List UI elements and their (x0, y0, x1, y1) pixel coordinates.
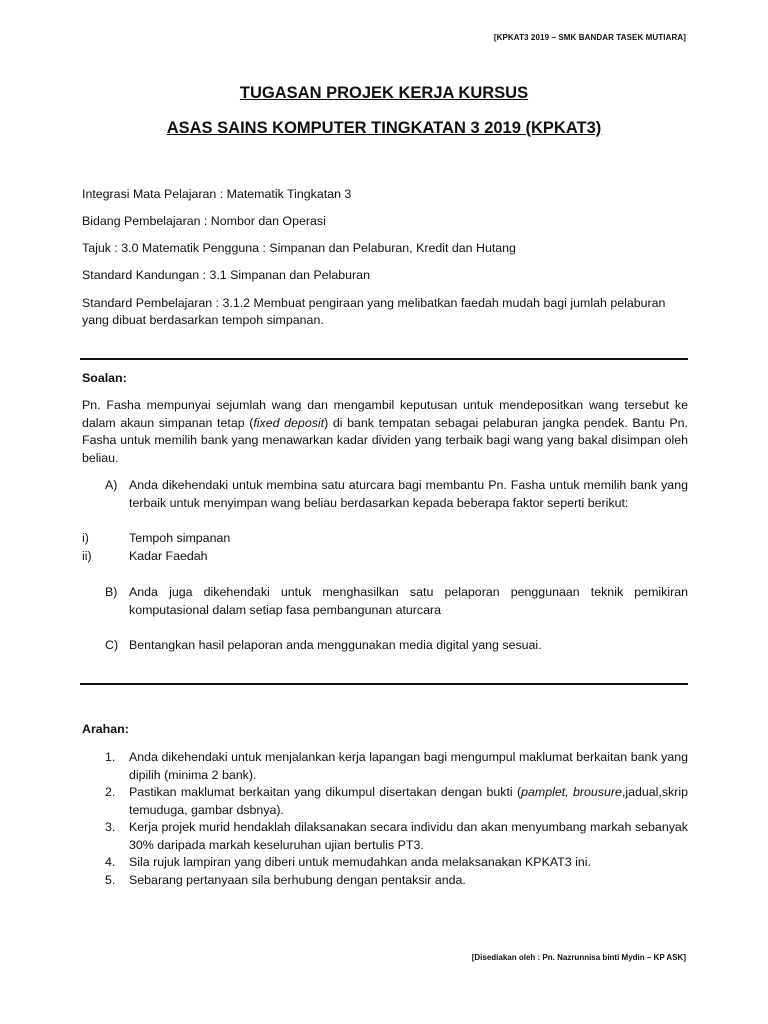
list-item (82, 872, 688, 890)
factor-ii-text: Kadar Faedah (129, 549, 208, 563)
factor-i-text: Tempoh simpanan (129, 531, 231, 545)
divider-top (80, 358, 688, 360)
factor-ii (82, 548, 688, 566)
list-item (82, 854, 688, 872)
meta-tajuk: Tajuk : 3.0 Matematik Pengguna : Simpanan dan Pelaburan, Kredit dan Hutang (82, 241, 516, 255)
soalan-item-a (82, 477, 688, 512)
divider-bottom (80, 683, 688, 685)
list-text: Pastikan maklumat berkaitan yang dikumpul disertakan dengan bukti (pamplet, brousure,jadual,skrip temuduga, gambar dsbnya). (129, 785, 688, 817)
meta-standard-pembelajaran: Standard Pembelajaran : 3.1.2 Membuat pengiraan yang melibatkan faedah mudah bagi jumlah pelaburan yang dibuat berdasarkan tempoh simpanan. (82, 296, 666, 327)
meta-bidang: Bidang Pembelajaran : Nombor dan Operasi (82, 214, 326, 228)
list-item (82, 819, 688, 854)
item-b-marker: B) (105, 585, 118, 599)
footer-note: [Disediakan oleh : Pn. Nazrunnisa binti Mydin – KP ASK] (471, 953, 686, 962)
item-c-marker: C) (105, 638, 119, 652)
soalan-item-c (82, 637, 688, 655)
list-number: 5. (105, 872, 116, 887)
soalan-label: Soalan: (82, 371, 127, 385)
item-a-text: Anda dikehendaki untuk membina satu aturcara bagi membantu Pn. Fasha untuk memilih bank yang terbaik untuk menyimpan wang beliau berdasarkan kepada beberapa faktor seperti berikut: (129, 478, 688, 510)
list-number: 3. (105, 820, 116, 834)
list-text: Anda dikehendaki untuk menjalankan kerja lapangan bagi mengumpul maklumat berkaitan bank yang dipilih (minima 2 bank). (129, 750, 688, 782)
list-text: Sebarang pertanyaan sila berhubung dengan pentaksir anda. (129, 872, 466, 887)
list-item (82, 784, 688, 819)
list-item (82, 749, 688, 784)
list-text: Sila rujuk lampiran yang diberi untuk memudahkan anda melaksanakan KPKAT3 ini. (129, 855, 591, 869)
arahan-label: Arahan: (82, 722, 129, 736)
document-title: TUGASAN PROJEK KERJA KURSUS (239, 84, 529, 102)
list-number: 2. (105, 785, 116, 799)
item-a-marker: A) (105, 478, 118, 492)
header-note: [KPKAT3 2019 – SMK BANDAR TASEK MUTIARA] (493, 33, 686, 42)
factor-ii-marker: ii) (82, 549, 92, 563)
factor-i-marker: i) (82, 531, 89, 545)
meta-standard-kandungan: Standard Kandungan : 3.1 Simpanan dan Pelaburan (82, 268, 370, 282)
item-c-text: Bentangkan hasil pelaporan anda menggunakan media digital yang sesuai. (129, 638, 542, 652)
item-b-text: Anda juga dikehendaki untuk menghasilkan satu pelaporan penggunaan teknik pemikiran komputasional dalam setiap fasa pembangunan aturcara (129, 585, 688, 617)
soalan-intro: Pn. Fasha mempunyai sejumlah wang dan mengambil keputusan untuk mendepositkan wang tersebut ke dalam akaun simpanan tetap (fixed deposit) di bank tempatan sebagai pelaburan jangka pendek. Bantu Pn. Fasha untuk memilih bank yang menawarkan kadar dividen yang terbaik bagi wang yang bakal disimpan oleh beliau. (82, 398, 689, 465)
document-subtitle: ASAS SAINS KOMPUTER TINGKATAN 3 2019 (KPKAT3) (166, 119, 602, 137)
arahan-list (82, 749, 688, 889)
list-number: 4. (105, 855, 116, 869)
list-text: Kerja projek murid hendaklah dilaksanakan secara individu dan akan menyumbang markah sebanyak 30% daripada markah keseluruhan ujian bertulis PT3. (129, 820, 688, 852)
soalan-item-b (82, 584, 688, 619)
list-number: 1. (105, 750, 116, 764)
factor-i (82, 530, 688, 548)
meta-integrasi: Integrasi Mata Pelajaran : Matematik Tingkatan 3 (82, 187, 352, 201)
